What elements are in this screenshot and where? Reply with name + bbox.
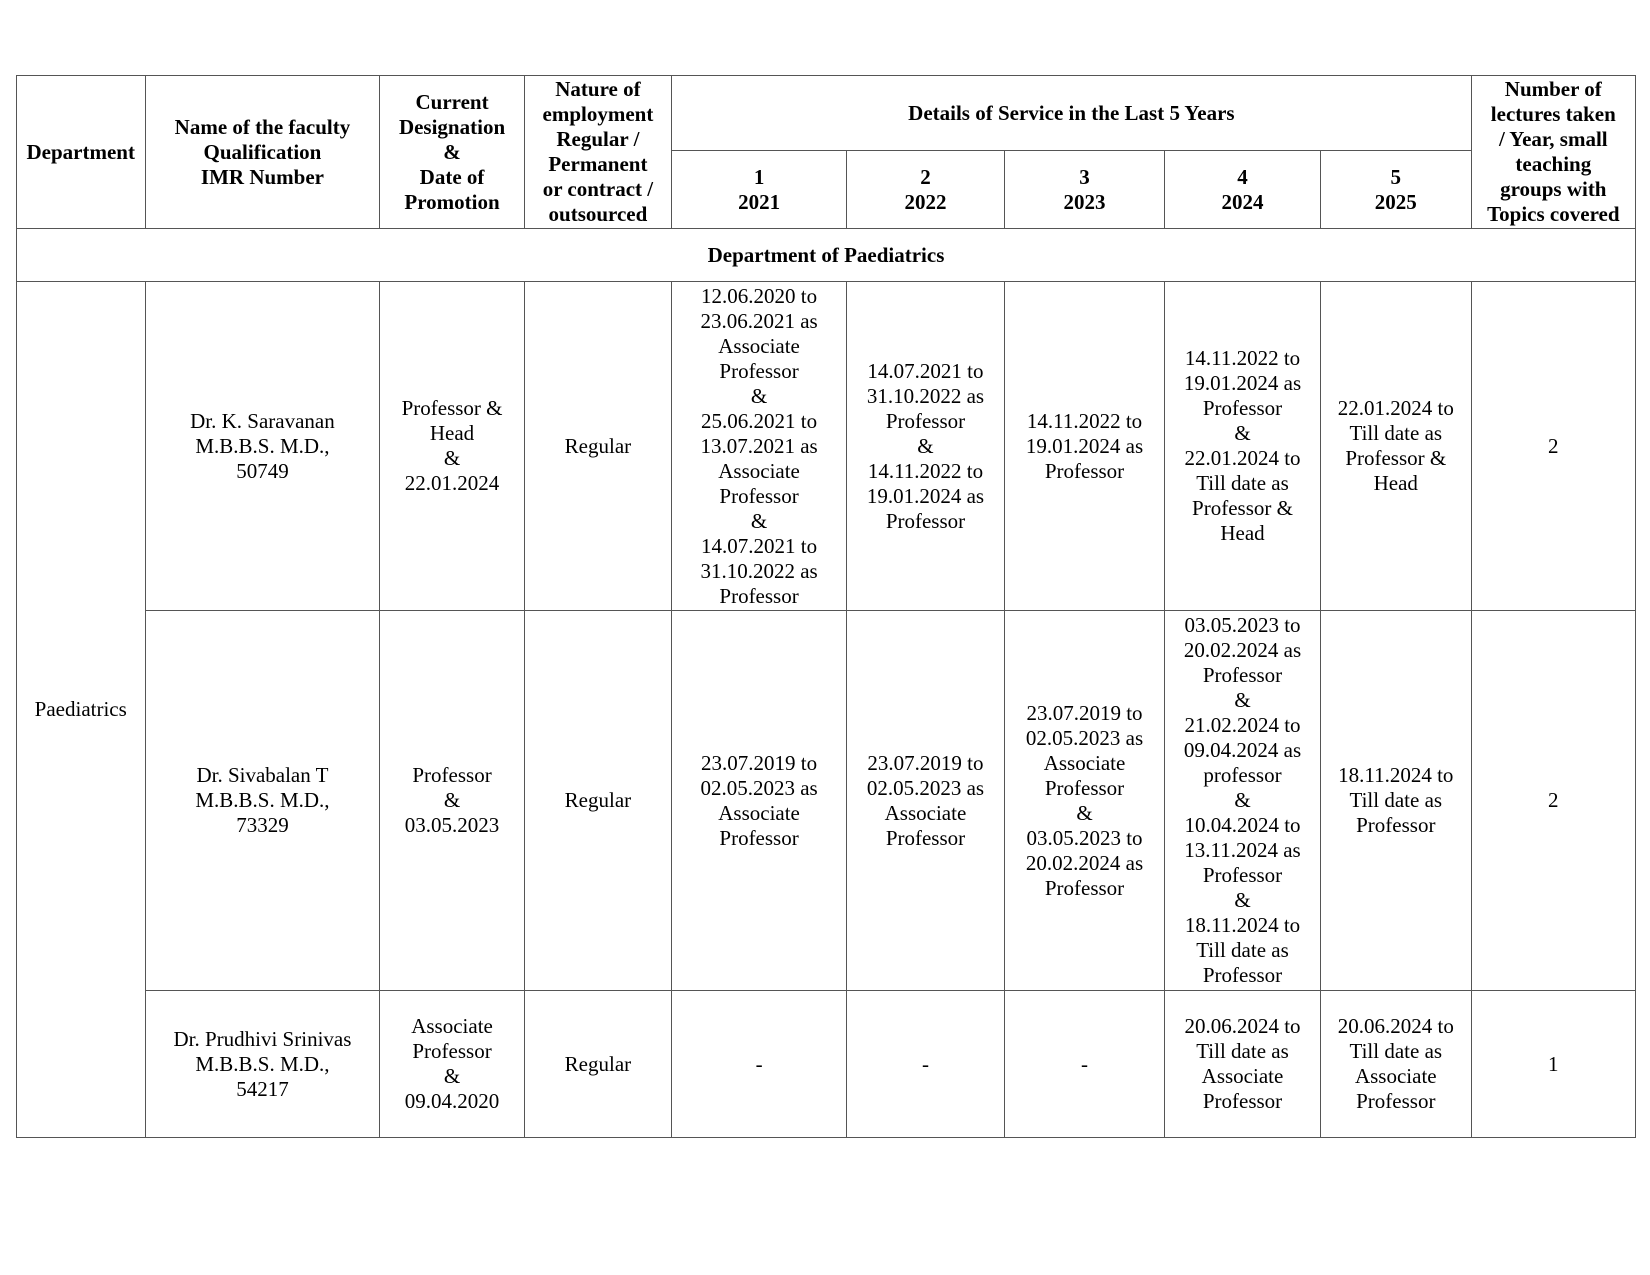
department-cell: Paediatrics	[17, 282, 146, 1138]
faculty-name-cell: Dr. K. Saravanan M.B.B.S. M.D., 50749	[145, 282, 380, 611]
service-2023-cell: 14.11.2022 to 19.01.2024 as Professor	[1004, 282, 1164, 611]
header-faculty-name: Name of the faculty Qualification IMR Number	[145, 76, 380, 229]
header-year-3: 3 2023	[1004, 151, 1164, 229]
service-2021-cell: 23.07.2019 to 02.05.2023 as Associate Professor	[672, 611, 847, 991]
designation-cell: Professor & 03.05.2023	[380, 611, 524, 991]
lectures-cell: 2	[1471, 611, 1635, 991]
faculty-name-cell: Dr. Sivabalan T M.B.B.S. M.D., 73329	[145, 611, 380, 991]
section-title: Department of Paediatrics	[17, 229, 1636, 282]
employment-cell: Regular	[524, 611, 671, 991]
service-2025-cell: 22.01.2024 to Till date as Professor & Head	[1320, 282, 1471, 611]
header-employment: Nature of employment Regular / Permanent or contract / outsourced	[524, 76, 671, 229]
faculty-name-cell: Dr. Prudhivi Srinivas M.B.B.S. M.D., 54217	[145, 991, 380, 1138]
service-2022-cell: 23.07.2019 to 02.05.2023 as Associate Professor	[846, 611, 1004, 991]
faculty-service-table	[16, 75, 1636, 1138]
lectures-cell: 2	[1471, 282, 1635, 611]
header-year-2: 2 2022	[846, 151, 1004, 229]
header-lectures: Number of lectures taken / Year, small teaching groups with Topics covered	[1471, 76, 1635, 229]
service-2023-cell: 23.07.2019 to 02.05.2023 as Associate Professor & 03.05.2023 to 20.02.2024 as Professor	[1004, 611, 1164, 991]
service-2025-cell: 20.06.2024 to Till date as Associate Professor	[1320, 991, 1471, 1138]
designation-cell: Professor & Head & 22.01.2024	[380, 282, 524, 611]
header-department: Department	[17, 76, 146, 229]
service-2024-cell: 20.06.2024 to Till date as Associate Professor	[1165, 991, 1321, 1138]
service-2022-cell: -	[846, 991, 1004, 1138]
table-row	[17, 282, 1636, 611]
employment-cell: Regular	[524, 991, 671, 1138]
designation-cell: Associate Professor & 09.04.2020	[380, 991, 524, 1138]
service-2025-cell: 18.11.2024 to Till date as Professor	[1320, 611, 1471, 991]
table-row	[17, 991, 1636, 1138]
header-service-details: Details of Service in the Last 5 Years	[672, 76, 1471, 151]
service-2023-cell: -	[1004, 991, 1164, 1138]
service-2021-cell: 12.06.2020 to 23.06.2021 as Associate Professor & 25.06.2021 to 13.07.2021 as Associate Professor & 14.07.2021 to 31.10.2022 as Professor	[672, 282, 847, 611]
lectures-cell: 1	[1471, 991, 1635, 1138]
header-year-5: 5 2025	[1320, 151, 1471, 229]
service-2024-cell: 03.05.2023 to 20.02.2024 as Professor & 21.02.2024 to 09.04.2024 as professor & 10.04.2024 to 13.11.2024 as Professor & 18.11.2024 to Till date as Professor	[1165, 611, 1321, 991]
table-row	[17, 611, 1636, 991]
service-2022-cell: 14.07.2021 to 31.10.2022 as Professor & 14.11.2022 to 19.01.2024 as Professor	[846, 282, 1004, 611]
service-2021-cell: -	[672, 991, 847, 1138]
section-row	[17, 229, 1636, 282]
service-2024-cell: 14.11.2022 to 19.01.2024 as Professor & 22.01.2024 to Till date as Professor & Head	[1165, 282, 1321, 611]
header-designation: Current Designation & Date of Promotion	[380, 76, 524, 229]
header-row	[17, 76, 1636, 151]
employment-cell: Regular	[524, 282, 671, 611]
header-year-4: 4 2024	[1165, 151, 1321, 229]
header-year-1: 1 2021	[672, 151, 847, 229]
